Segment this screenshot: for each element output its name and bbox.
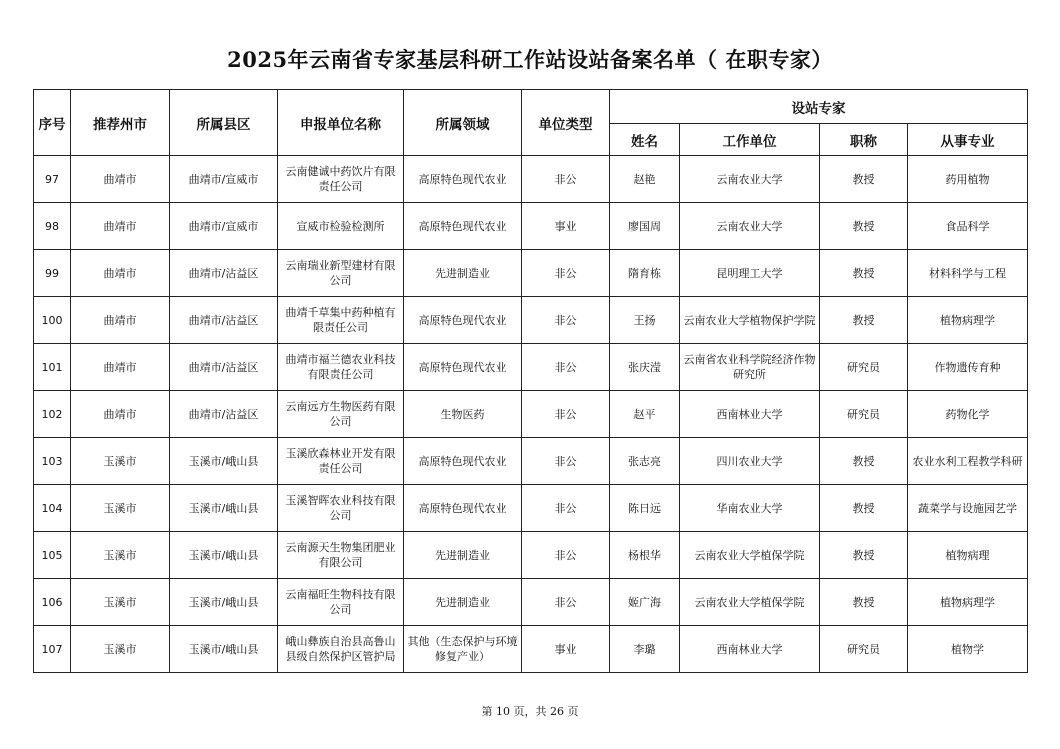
cell-title: 教授 [820, 297, 908, 344]
table-row [34, 485, 1028, 532]
cell-seq: 107 [34, 626, 71, 673]
cell-title: 研究员 [820, 626, 908, 673]
cell-title: 教授 [820, 438, 908, 485]
cell-unit-type: 事业 [522, 203, 610, 250]
cell-city: 玉溪市 [71, 579, 170, 626]
cell-workplace: 云南农业大学植保学院 [680, 532, 820, 579]
cell-name: 姬广海 [610, 579, 680, 626]
cell-name: 张庆滢 [610, 344, 680, 391]
cell-field: 高原特色现代农业 [404, 203, 522, 250]
cell-unit: 曲靖市福兰德农业科技有限责任公司 [278, 344, 404, 391]
cell-county: 玉溪市/峨山县 [170, 532, 278, 579]
cell-specialty: 材料科学与工程 [908, 250, 1028, 297]
cell-name: 王扬 [610, 297, 680, 344]
cell-seq: 97 [34, 156, 71, 203]
cell-specialty: 植物学 [908, 626, 1028, 673]
table-row [34, 532, 1028, 579]
cell-seq: 105 [34, 532, 71, 579]
cell-field: 先进制造业 [404, 579, 522, 626]
cell-seq: 102 [34, 391, 71, 438]
cell-name: 陈日远 [610, 485, 680, 532]
cell-unit-type: 非公 [522, 579, 610, 626]
cell-city: 玉溪市 [71, 532, 170, 579]
cell-unit: 云南源天生物集团肥业有限公司 [278, 532, 404, 579]
cell-county: 玉溪市/峨山县 [170, 626, 278, 673]
cell-title: 研究员 [820, 344, 908, 391]
header-seq: 序号 [34, 90, 71, 156]
document-title: 2025年云南省专家基层科研工作站设站备案名单（ 在职专家） [227, 47, 833, 72]
cell-name: 赵平 [610, 391, 680, 438]
cell-seq: 99 [34, 250, 71, 297]
page-number: 第 10 页，共 26 页 [481, 705, 579, 718]
cell-title: 教授 [820, 203, 908, 250]
cell-county: 玉溪市/峨山县 [170, 579, 278, 626]
header-expert-group: 设站专家 [610, 90, 1028, 124]
cell-city: 曲靖市 [71, 156, 170, 203]
cell-title: 教授 [820, 156, 908, 203]
cell-field: 其他（生态保护与环境修复产业） [404, 626, 522, 673]
cell-county: 玉溪市/峨山县 [170, 438, 278, 485]
cell-unit-type: 非公 [522, 344, 610, 391]
cell-specialty: 农业水利工程教学科研 [908, 438, 1028, 485]
cell-unit-type: 非公 [522, 391, 610, 438]
cell-name: 隋育栋 [610, 250, 680, 297]
cell-field: 高原特色现代农业 [404, 297, 522, 344]
cell-unit: 玉溪欣森林业开发有限责任公司 [278, 438, 404, 485]
cell-city: 曲靖市 [71, 344, 170, 391]
cell-city: 玉溪市 [71, 626, 170, 673]
cell-county: 曲靖市/沾益区 [170, 391, 278, 438]
cell-specialty: 作物遗传育种 [908, 344, 1028, 391]
header-specialty: 从事专业 [908, 124, 1028, 156]
cell-title: 教授 [820, 579, 908, 626]
cell-city: 曲靖市 [71, 297, 170, 344]
cell-unit: 云南瑞业新型建材有限公司 [278, 250, 404, 297]
cell-unit: 宣威市检验检测所 [278, 203, 404, 250]
cell-specialty: 植物病理学 [908, 579, 1028, 626]
header-field: 所属领域 [404, 90, 522, 156]
cell-workplace: 云南农业大学植物保护学院 [680, 297, 820, 344]
cell-specialty: 药物化学 [908, 391, 1028, 438]
cell-field: 生物医药 [404, 391, 522, 438]
cell-workplace: 西南林业大学 [680, 626, 820, 673]
cell-title: 教授 [820, 485, 908, 532]
cell-seq: 106 [34, 579, 71, 626]
cell-unit: 曲靖千草集中药种植有限责任公司 [278, 297, 404, 344]
cell-county: 玉溪市/峨山县 [170, 485, 278, 532]
header-title: 职称 [820, 124, 908, 156]
cell-name: 杨根华 [610, 532, 680, 579]
cell-city: 曲靖市 [71, 391, 170, 438]
table-row [34, 626, 1028, 673]
cell-unit-type: 非公 [522, 156, 610, 203]
cell-specialty: 植物病理学 [908, 297, 1028, 344]
cell-unit: 峨山彝族自治县高鲁山县级自然保护区管护局 [278, 626, 404, 673]
cell-workplace: 云南农业大学 [680, 203, 820, 250]
cell-field: 高原特色现代农业 [404, 485, 522, 532]
cell-title: 研究员 [820, 391, 908, 438]
cell-city: 玉溪市 [71, 485, 170, 532]
table-row [34, 156, 1028, 203]
cell-unit: 玉溪智晖农业科技有限公司 [278, 485, 404, 532]
cell-unit-type: 非公 [522, 532, 610, 579]
expert-station-table [33, 89, 1028, 673]
cell-seq: 103 [34, 438, 71, 485]
cell-unit: 云南远方生物医药有限公司 [278, 391, 404, 438]
cell-field: 先进制造业 [404, 532, 522, 579]
cell-workplace: 四川农业大学 [680, 438, 820, 485]
cell-city: 曲靖市 [71, 250, 170, 297]
cell-seq: 100 [34, 297, 71, 344]
cell-name: 张志亮 [610, 438, 680, 485]
header-county: 所属县区 [170, 90, 278, 156]
cell-city: 曲靖市 [71, 203, 170, 250]
cell-unit-type: 非公 [522, 438, 610, 485]
table-row [34, 297, 1028, 344]
table-row [34, 344, 1028, 391]
cell-seq: 104 [34, 485, 71, 532]
cell-title: 教授 [820, 532, 908, 579]
cell-workplace: 云南省农业科学院经济作物研究所 [680, 344, 820, 391]
cell-field: 高原特色现代农业 [404, 438, 522, 485]
cell-unit: 云南福旺生物科技有限公司 [278, 579, 404, 626]
table-row [34, 438, 1028, 485]
header-unit-type: 单位类型 [522, 90, 610, 156]
cell-workplace: 华南农业大学 [680, 485, 820, 532]
table-row [34, 250, 1028, 297]
header-city: 推荐州市 [71, 90, 170, 156]
cell-seq: 101 [34, 344, 71, 391]
cell-field: 高原特色现代农业 [404, 156, 522, 203]
cell-city: 玉溪市 [71, 438, 170, 485]
cell-seq: 98 [34, 203, 71, 250]
header-workplace: 工作单位 [680, 124, 820, 156]
cell-workplace: 云南农业大学 [680, 156, 820, 203]
cell-name: 李璐 [610, 626, 680, 673]
cell-title: 教授 [820, 250, 908, 297]
cell-name: 赵艳 [610, 156, 680, 203]
header-name: 姓名 [610, 124, 680, 156]
table-row [34, 203, 1028, 250]
table-row [34, 391, 1028, 438]
cell-specialty: 药用植物 [908, 156, 1028, 203]
cell-county: 曲靖市/沾益区 [170, 250, 278, 297]
cell-county: 曲靖市/沾益区 [170, 344, 278, 391]
cell-specialty: 食品科学 [908, 203, 1028, 250]
cell-county: 曲靖市/沾益区 [170, 297, 278, 344]
cell-county: 曲靖市/宣威市 [170, 156, 278, 203]
cell-specialty: 蔬菜学与设施园艺学 [908, 485, 1028, 532]
cell-field: 先进制造业 [404, 250, 522, 297]
cell-workplace: 云南农业大学植保学院 [680, 579, 820, 626]
cell-unit-type: 非公 [522, 485, 610, 532]
cell-unit-type: 非公 [522, 250, 610, 297]
cell-workplace: 西南林业大学 [680, 391, 820, 438]
table-row [34, 579, 1028, 626]
cell-unit-type: 非公 [522, 297, 610, 344]
cell-unit-type: 事业 [522, 626, 610, 673]
cell-county: 曲靖市/宣威市 [170, 203, 278, 250]
cell-field: 高原特色现代农业 [404, 344, 522, 391]
header-unit: 申报单位名称 [278, 90, 404, 156]
cell-workplace: 昆明理工大学 [680, 250, 820, 297]
header-row-1 [34, 90, 1028, 124]
cell-specialty: 植物病理 [908, 532, 1028, 579]
cell-name: 廖国周 [610, 203, 680, 250]
cell-unit: 云南健诚中药饮片有限责任公司 [278, 156, 404, 203]
table-body [34, 156, 1028, 673]
